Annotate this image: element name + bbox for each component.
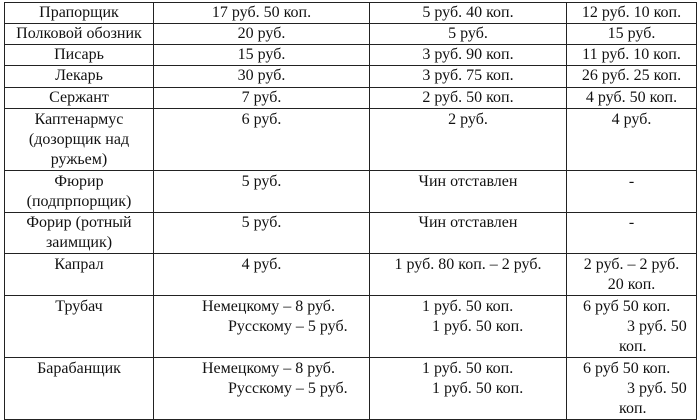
salary-value: 4 руб.: [611, 111, 652, 128]
salary-value: 5 руб.: [241, 214, 282, 231]
rank-cell: [5, 358, 154, 420]
salary-value: 26 руб. 25 коп.: [581, 67, 682, 84]
rank-cell: [5, 88, 154, 109]
rank-cell: [5, 3, 154, 24]
salary-cell: [567, 109, 697, 171]
salary-value: Немецкому – 8 руб.: [202, 360, 335, 377]
salary-value: 11 руб. 10 коп.: [582, 46, 681, 63]
salary-cell: [567, 254, 697, 296]
table-row: [5, 213, 697, 254]
salary-cell: [370, 296, 567, 358]
salary-cell: [567, 66, 697, 88]
salary-value: 15 руб.: [607, 25, 656, 42]
rank-name: Писарь: [54, 46, 104, 63]
salary-value: 2 руб. – 2 руб.: [583, 256, 680, 273]
rank-name: Сержант: [49, 89, 109, 106]
salary-cell: [154, 358, 370, 420]
salary-table-page: [4, 2, 696, 417]
salary-cell: [567, 45, 697, 66]
salary-value-line: Русскому – 5 руб.: [228, 380, 348, 397]
salary-value: 30 руб.: [237, 67, 286, 84]
salary-cell: [154, 24, 370, 45]
salary-value: 20 руб.: [237, 25, 286, 42]
salary-cell: [154, 109, 370, 171]
salary-value: 15 руб.: [237, 46, 286, 63]
rank-name-line: (дозорщик над: [28, 131, 130, 148]
rank-cell: [5, 213, 154, 254]
salary-cell: [370, 171, 567, 213]
salary-value: 1 руб. 50 коп.: [422, 298, 514, 315]
table-row: [5, 24, 697, 45]
salary-cell: [154, 296, 370, 358]
salary-value-line: коп.: [619, 400, 647, 417]
rank-cell: [5, 254, 154, 296]
rank-cell: [5, 171, 154, 213]
salary-value: 5 руб.: [241, 173, 282, 190]
rank-name: Фюрир: [54, 173, 104, 190]
salary-value: Чин отставлен: [418, 214, 518, 231]
salary-value: 2 руб. 50 коп.: [422, 89, 514, 106]
table-row: [5, 296, 697, 358]
salary-value: 4 руб. 50 коп.: [585, 89, 678, 106]
rank-name: Лекарь: [55, 67, 103, 84]
salary-value: Чин отставлен: [418, 173, 518, 190]
salary-cell: [370, 109, 567, 171]
salary-cell: [370, 88, 567, 109]
rank-cell: [5, 109, 154, 171]
salary-value-line: 1 руб. 50 коп.: [432, 318, 524, 335]
rank-name: Капрал: [54, 256, 104, 273]
salary-value: Немецкому – 8 руб.: [202, 298, 335, 315]
salary-value: 17 руб. 50 коп.: [211, 4, 312, 21]
salary-value-line: 3 руб. 50: [627, 318, 687, 335]
salary-value-line: 3 руб. 50: [627, 380, 687, 397]
salary-value-line: 20 коп.: [607, 276, 656, 293]
table-row: [5, 88, 697, 109]
rank-name-line: (подпрпорщик): [26, 193, 132, 210]
salary-cell: [370, 3, 567, 24]
salary-value: -: [628, 214, 635, 231]
salary-cell: [567, 296, 697, 358]
salary-value: 5 руб.: [448, 25, 488, 42]
salary-cell: [154, 45, 370, 66]
salary-value: 3 руб. 75 коп.: [422, 67, 514, 84]
salary-value-line: Русскому – 5 руб.: [228, 318, 348, 335]
table-row: [5, 66, 697, 88]
salary-cell: [370, 358, 567, 420]
salary-value: 12 руб. 10 коп.: [581, 4, 682, 21]
salary-table: [4, 2, 697, 420]
salary-cell: [154, 3, 370, 24]
rank-cell: [5, 296, 154, 358]
rank-cell: [5, 45, 154, 66]
salary-cell: [154, 66, 370, 88]
salary-value: 1 руб. 80 коп. – 2 руб.: [394, 256, 542, 273]
rank-name: Прапорщик: [39, 4, 119, 21]
salary-cell: [154, 171, 370, 213]
salary-cell: [567, 24, 697, 45]
salary-cell: [567, 3, 697, 24]
salary-cell: [370, 213, 567, 254]
salary-cell: [567, 171, 697, 213]
rank-name-line: заимщик): [45, 234, 113, 251]
rank-name: Полковой обозник: [16, 25, 142, 42]
salary-value-line: коп.: [619, 338, 647, 355]
salary-cell: [370, 254, 567, 296]
rank-name-line: ружьем): [50, 151, 108, 168]
rank-name: Трубач: [55, 298, 103, 315]
rank-cell: [5, 24, 154, 45]
salary-value-line: 1 руб. 50 коп.: [432, 380, 524, 397]
rank-cell: [5, 66, 154, 88]
salary-cell: [370, 45, 567, 66]
salary-value: 6 руб 50 коп.: [583, 298, 671, 315]
table-row: [5, 358, 697, 420]
salary-cell: [567, 88, 697, 109]
rank-name: Барабанщик: [37, 360, 121, 377]
table-row: [5, 45, 697, 66]
salary-cell: [567, 358, 697, 420]
salary-cell: [370, 24, 567, 45]
table-row: [5, 3, 697, 24]
rank-name: Форир (ротный: [26, 214, 132, 231]
salary-value: 2 руб.: [448, 111, 488, 128]
salary-cell: [154, 88, 370, 109]
table-row: [5, 109, 697, 171]
salary-cell: [370, 66, 567, 88]
salary-value: -: [628, 173, 635, 190]
table-row: [5, 254, 697, 296]
salary-value: 4 руб.: [241, 256, 282, 273]
table-row: [5, 171, 697, 213]
salary-value: 7 руб.: [241, 89, 282, 106]
salary-value: 5 руб. 40 коп.: [422, 4, 514, 21]
rank-name: Каптенармус: [34, 111, 124, 128]
salary-cell: [154, 213, 370, 254]
salary-value: 3 руб. 90 коп.: [422, 46, 514, 63]
salary-cell: [567, 213, 697, 254]
salary-cell: [154, 254, 370, 296]
salary-value: 6 руб 50 коп.: [583, 360, 671, 377]
salary-value: 1 руб. 50 коп.: [422, 360, 514, 377]
salary-value: 6 руб.: [241, 111, 282, 128]
